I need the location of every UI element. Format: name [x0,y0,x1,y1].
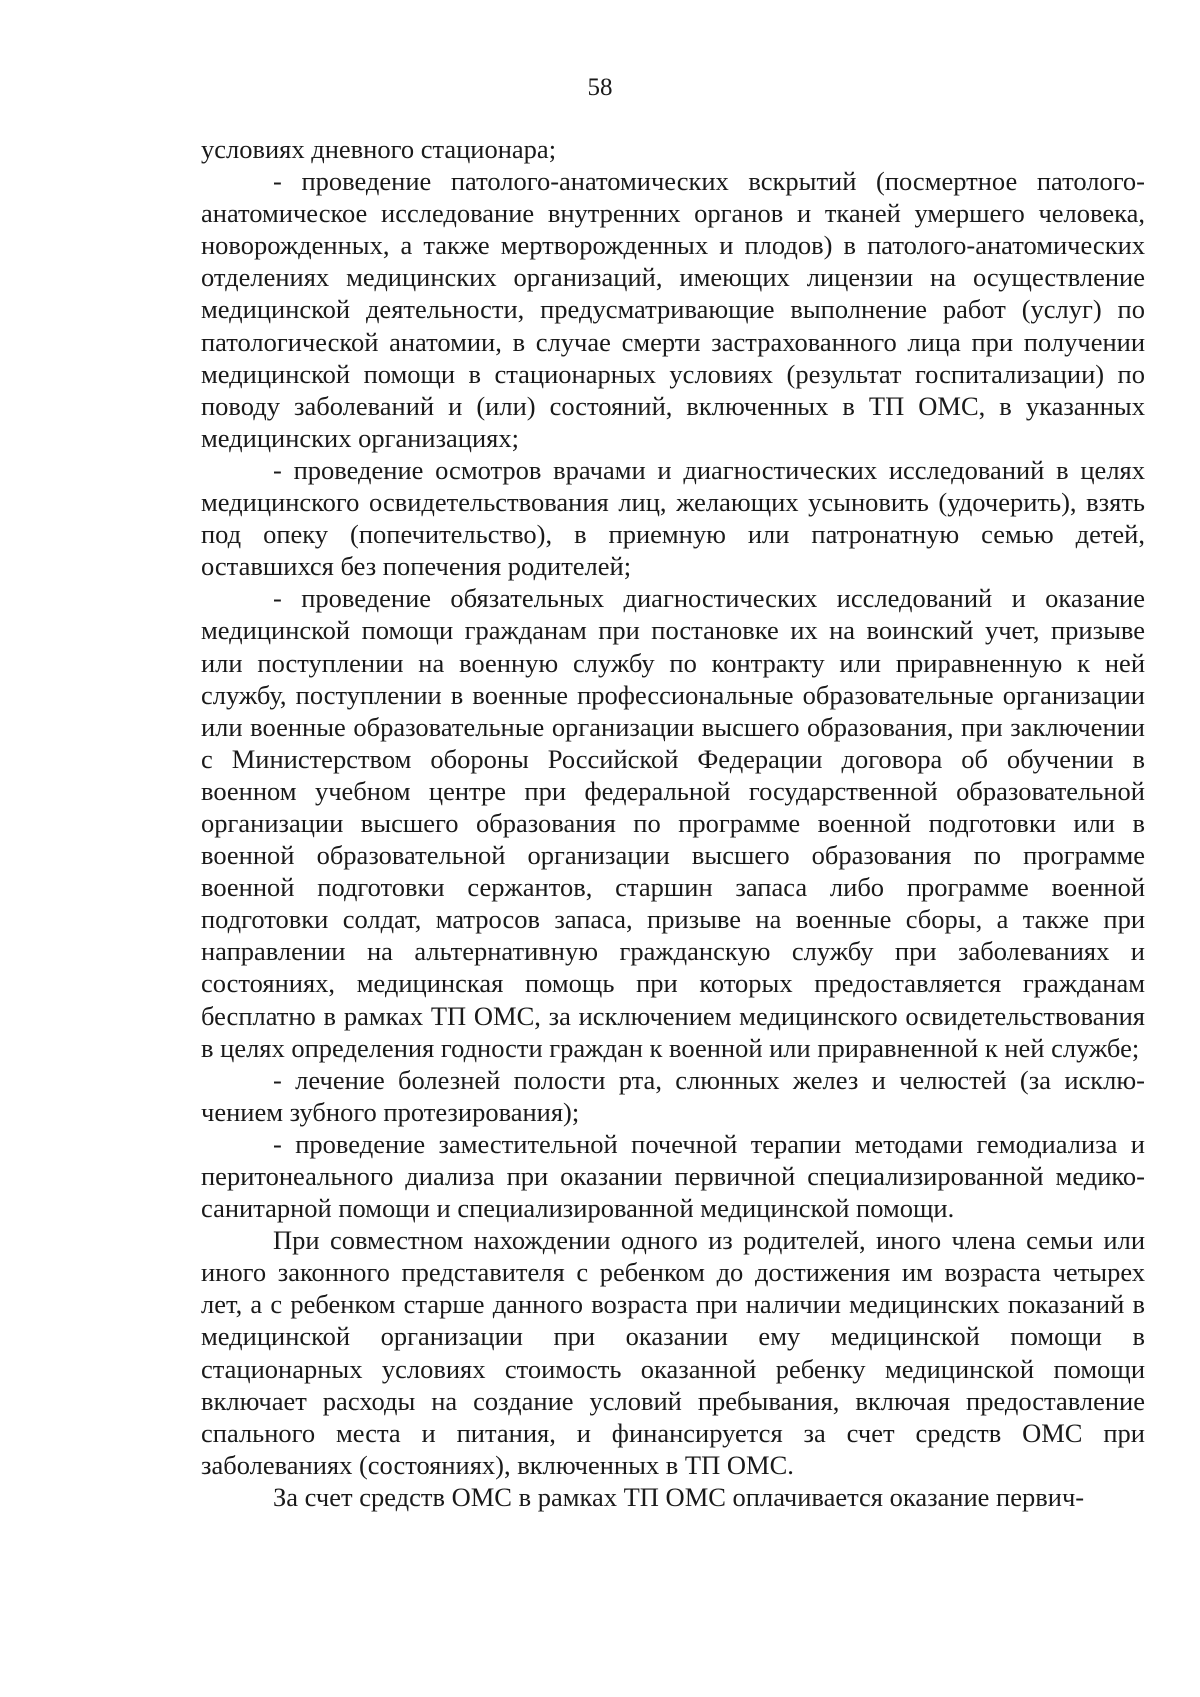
paragraph-parent-stay: При совместном нахождении одного из родителей, иного члена семьи или иного законного представителя с ребенком до достижения им возраста четырех лет, а с ребенком старше данного возраста при наличии медицинских показаний в медицинской организации при оказании ему медицинской помощи в стационарных условиях стоимость оказанной ребенку медицинской помощи включает расходы на создание условий пребывания, включая предоставление спального места и питания, и финансируется за счет средств ОМС при заболеваниях (состояниях), включенных в ТП ОМС. [201,1225,1145,1480]
paragraph-oms-funding: За счет средств ОМС в рамках ТП ОМС оплачивается оказание первич- [273,1481,1085,1512]
paragraph-adoption-exams: - проведение осмотров врачами и диагностических исследований в целях медицинского освидетельствования лиц, желающих усыновить (удочерить), взять под опеку (попечительство), в приемную или патронатную семью детей, оставшихся без попечения родителей; [201,454,1145,582]
paragraph-dental: - лечение болезней полости рта, слюнных желез и челюстей (за исключением зубного протезирования); [201,1064,1145,1127]
page-number: 58 [587,74,613,101]
paragraph-military-exams: - проведение обязательных диагностических исследований и оказание медицинской помощи гражданам при постановке их на воинский учет, призыве или поступлении на военную службу по контракту или приравненную к ней службу, поступлении в военные профессиональные образовательные организации или военные образовательные организации высшего образования, при заключении с Министерством обороны Российской Федерации договора об обучении в военном учебном центре при федеральной государственной образовательной организации высшего образования по программе военной подготовки или в военной образовательной организации высшего образования по программе военной подготовки сержантов, старшин запаса либо программе военной подготовки солдат, матросов запаса, призыве на военные сборы, а также при направлении на альтернативную гражданскую службу при заболеваниях и состояниях, медицинская помощь при которых предоставляется гражданам бесплатно в рамках ТП ОМС, за исключением медицинского освидетельствования в целях определения годности граждан к военной или приравненной к ней службе; [201,583,1145,1063]
paragraph-autopsy: - проведение патолого-анатомических вскрытий (посмертное патолого-анатомическое исследование внутренних органов и тканей умершего человека, новорожденных, а также мертворожденных и плодов) в патолого-анатомических отделениях медицинских организаций, имеющих лицензии на осуществление медицинской деятельности, предусматривающие выполнение работ (услуг) по патологической анатомии, в случае смерти застрахованного лица при получении медицинской помощи в стационарных условиях (результат госпитализации) по поводу заболеваний и (или) состояний, включенных в ТП ОМС, в указанных медицинских организациях; [201,166,1145,453]
paragraph-continuation: условиях дневного стационара; [201,134,557,164]
document-body [201,133,1145,1513]
paragraph-dialysis: - проведение заместительной почечной терапии методами гемодиализа и перитонеального диализа при оказании первичной специализированной медико-санитарной помощи и специализированной медицинской помощи. [201,1128,1145,1224]
